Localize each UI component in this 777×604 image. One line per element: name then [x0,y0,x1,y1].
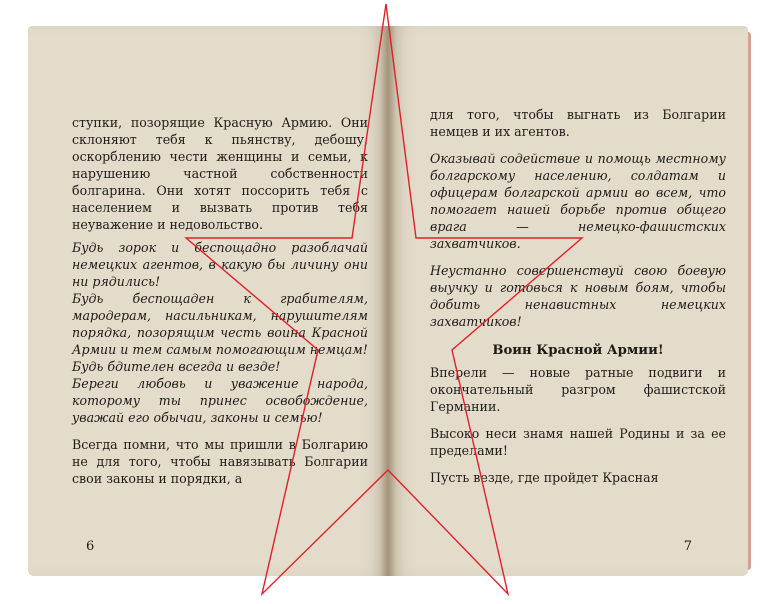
paragraph: для того, чтобы выгнать из Болгарии немцев и их агентов. [430,107,726,139]
paragraph: Будь зорок и беспощадно разоблачай немецких агентов, в какую бы личину они ни рядились! [72,240,368,289]
page-number: 7 [683,539,692,554]
paragraph: Береги любовь и уважение народа, которому ты принес освобождение, уважай его обычаи, законы и семью! [72,376,368,425]
paragraph: Пусть везде, где пройдет Красная [430,470,659,485]
paragraph: Всегда помни, что мы пришли в Болгарию не для того, чтобы навязывать Болгарии свои законы и порядки, а [72,437,368,486]
paragraph: ступки, позорящие Красную Армию. Они склоняют тебя к пьянству, дебошу, оскорблению чести женщины и семьи, к нарушению частной собственности болгарина. Они хотят поссорить тебя с населением и вызвать против тебя неуважение и недовольство. [72,115,368,232]
paragraph: Будь беспощаден к грабителям, мародерам, насильникам, нарушителям порядка, позорящим честь воина Красной Армии и тем самым помогающим немцам! [72,291,368,357]
paragraph: Оказывай содействие и помощь местному болгарскому населению, солдатам и офицерам болгарской армии во всем, что помогает нашей борьбе против общего врага — немецко-фашистских захватчиков. [430,151,726,251]
section-heading: Воин Красной Армии! [492,343,664,358]
paragraph: Вперели — новые ратные подвиги и окончательный разгром фашистской Германии. [430,365,726,414]
paragraph: Высоко неси знамя нашей Родины и за ее пределами! [430,426,726,458]
page-number: 6 [86,539,95,554]
star-outline-icon [186,4,582,594]
paragraph: Будь бдителен всегда и везде! [72,359,281,374]
paragraph: Неустанно совершенствуй свою боевую выучку и готовься к новым боям, чтобы добить ненавистных немецких захватчиков! [430,263,726,329]
